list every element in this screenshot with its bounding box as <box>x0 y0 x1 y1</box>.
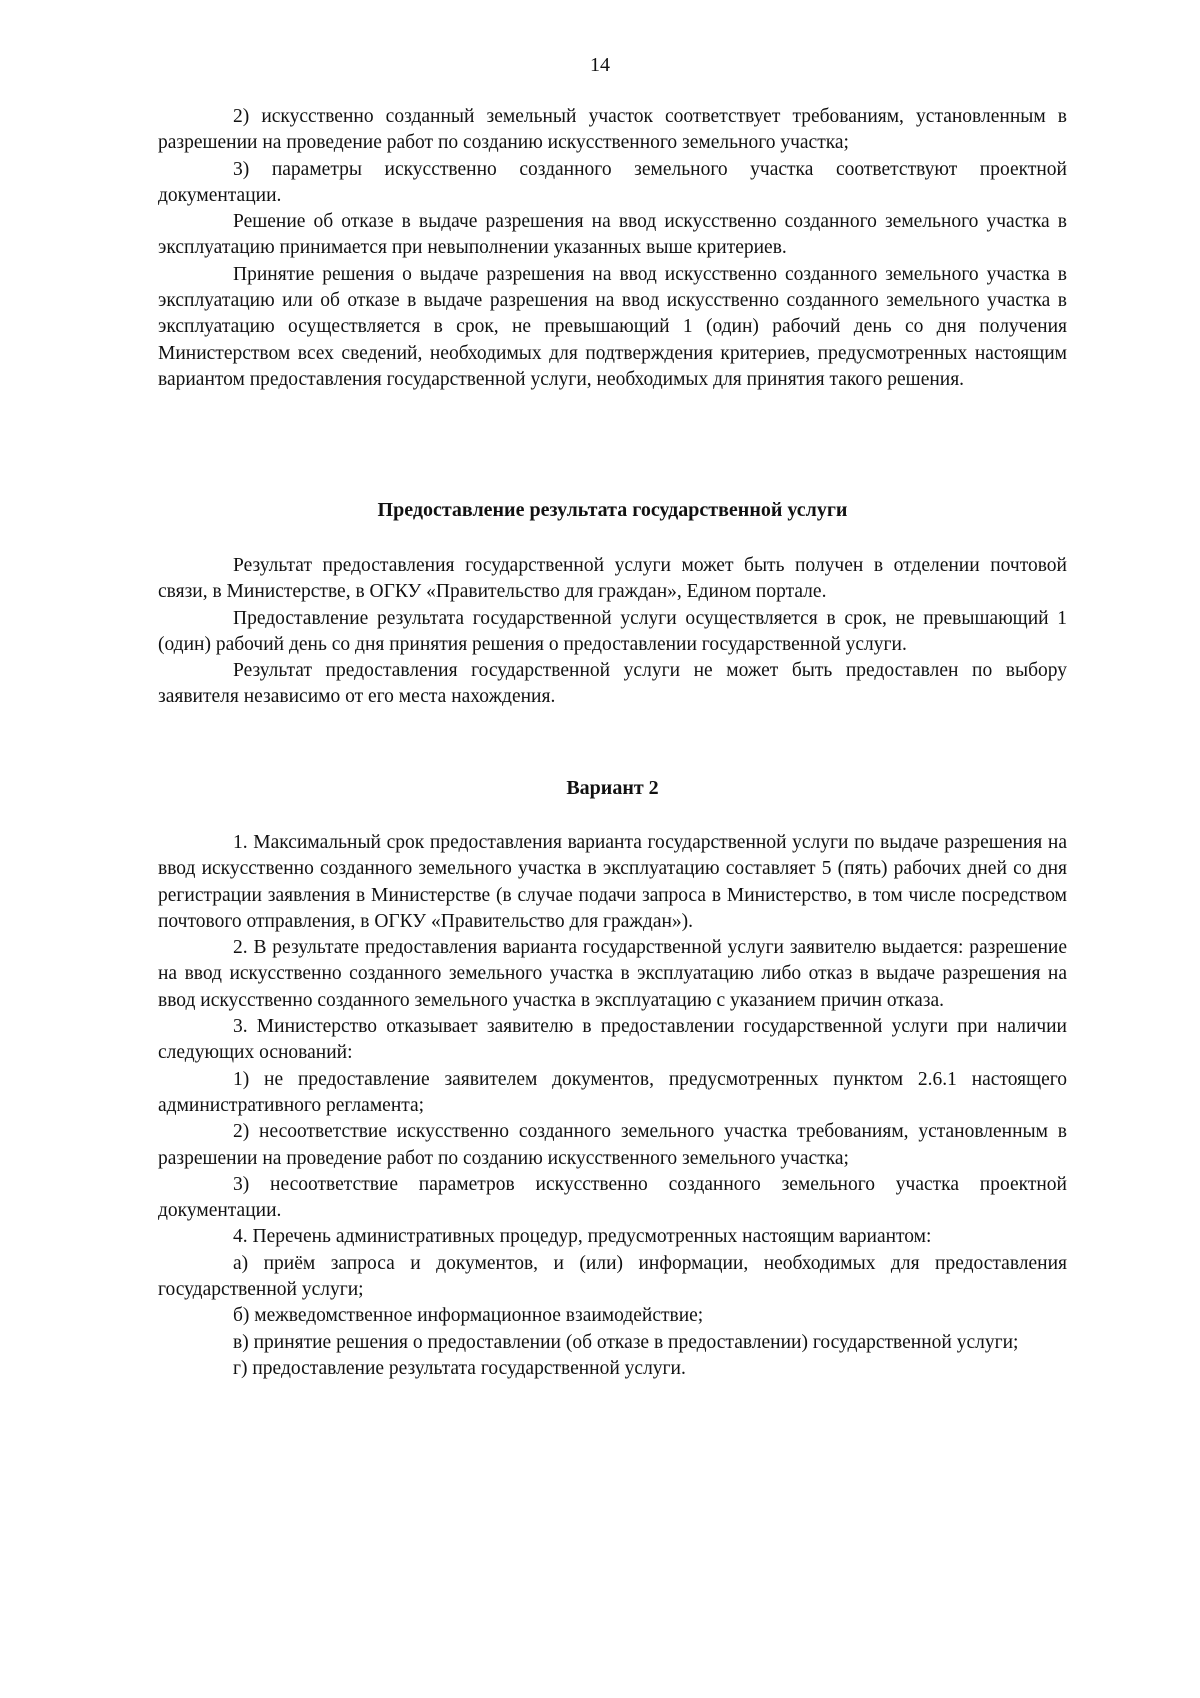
paragraph: 1. Максимальный срок предоставления варианта государственной услуги по выдаче разрешения на ввод искусственно созданного земельного участка в эксплуатацию составляет 5 (пять) рабочих дней со дня регистрации заявления в Министерстве (в случае подачи запроса в Министерство, в том числе посредством почтового отправления, в ОГКУ «Правительство для граждан»). <box>158 832 1067 932</box>
paragraph: 4. Перечень административных процедур, предусмотренных настоящим вариантом: <box>233 1226 932 1248</box>
paragraph: 3) параметры искусственно созданного земельного участка соответствуют проектной документации. <box>158 158 1067 206</box>
variant-section <box>158 830 1067 1382</box>
list-item: в) принятие решения о предоставлении (об отказе в предоставлении) государственной услуги; <box>233 1331 1019 1353</box>
page-number: 14 <box>590 54 610 76</box>
list-item: г) предоставление результата государственной услуги. <box>233 1357 686 1379</box>
paragraph: Решение об отказе в выдаче разрешения на ввод искусственно созданного земельного участка в эксплуатацию принимается при невыполнении указанных выше критериев. <box>158 211 1067 259</box>
paragraph: 2) искусственно созданный земельный участок соответствует требованиям, установленным в разрешении на проведение работ по созданию искусственного земельного участка; <box>158 106 1067 154</box>
section-heading-result: Предоставление результата государственной услуги <box>377 499 848 521</box>
paragraph: Принятие решения о выдаче разрешения на ввод искусственно созданного земельного участка в эксплуатацию или об отказе в выдаче разрешения на ввод искусственно созданного земельного участка в эксплуатацию осуществляется в срок, не превышающий 1 (один) рабочий день со дня получения Министерством всех сведений, необходимых для подтверждения критериев, предусмотренных настоящим вариантом предоставления государственной услуги, необходимых для принятия такого решения. <box>158 263 1067 390</box>
result-section <box>158 553 1067 711</box>
paragraph: 2. В результате предоставления варианта государственной услуги заявителю выдается: разрешение на ввод искусственно созданного земельного участка в эксплуатацию либо отказ в выдаче разрешения на ввод искусственно созданного земельного участка в эксплуатацию с указанием причин отказа. <box>158 937 1067 1011</box>
paragraph: 3. Министерство отказывает заявителю в предоставлении государственной услуги при наличии следующих оснований: <box>158 1016 1067 1064</box>
list-item: 3) несоответствие параметров искусственно созданного земельного участка проектной документации. <box>158 1173 1067 1222</box>
paragraph: Результат предоставления государственной услуги не может быть предоставлен по выбору заявителя независимо от его места нахождения. <box>158 660 1067 708</box>
top-section <box>158 104 1067 393</box>
list-item: 2) несоответствие искусственно созданного земельного участка требованиям, установленным в разрешении на проведение работ по созданию искусственного земельного участка; <box>158 1121 1067 1169</box>
section-heading-variant: Вариант 2 <box>566 777 659 799</box>
paragraph: Результат предоставления государственной услуги может быть получен в отделении почтовой связи, в Министерстве, в ОГКУ «Правительство для граждан», Едином портале. <box>158 555 1067 603</box>
list-item: а) приём запроса и документов, и (или) информации, необходимых для предоставления государственной услуги; <box>158 1252 1067 1301</box>
list-item: б) межведомственное информационное взаимодействие; <box>233 1305 704 1327</box>
list-item: 1) не предоставление заявителем документов, предусмотренных пунктом 2.6.1 настоящего административного регламента; <box>158 1068 1067 1116</box>
paragraph: Предоставление результата государственной услуги осуществляется в срок, не превышающий 1 (один) рабочий день со дня принятия решения о предоставлении государственной услуги. <box>158 607 1067 655</box>
